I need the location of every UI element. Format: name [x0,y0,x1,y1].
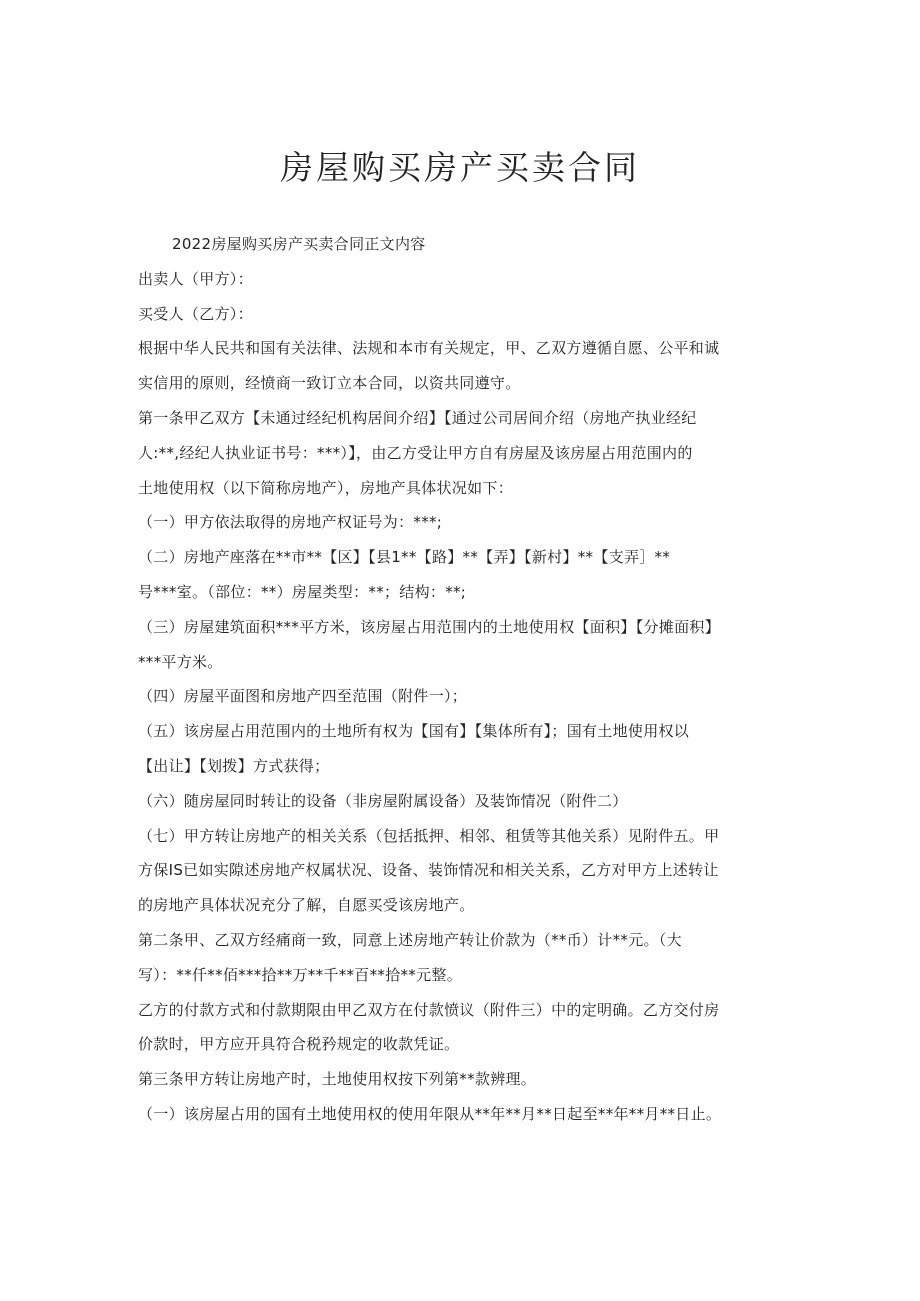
text-line: （七）甲方转让房地产的相关关系（包括抵押、相邻、租赁等其他关系）见附件五。甲 [138,826,720,845]
text-line: 【出让】【划拨】方式获得； [138,756,330,775]
text-line: （一）该房屋占用的国有土地使用权的使用年限从**年**月**日起至**年**月**日止。 [138,1104,722,1123]
text-line: 根据中华人民共和国有关法律、法规和本市有关规定，甲、乙双方遵循自愿、公平和诚 [138,339,720,358]
text-line: 买受人（乙方）： [138,304,253,323]
text-line: 的房地产具体状况充分了解，自愿买受该房地产。 [138,896,475,915]
text-line: 实信用的原则，经愤商一致订立本合同，以资共同遵守。 [138,374,521,393]
text-line: （六）随房屋同时转让的设备（非房屋附属设备）及装饰情况（附件二） [138,791,628,810]
text-line: 号***室。（部位：**）房屋类型：**；结构：**; [138,582,467,601]
text-line: （五）该房屋占用范围内的土地所有权为【国有】【集体所有】；国有土地使用权以 [138,722,690,741]
text-line: （一）甲方依法取得的房地产权证号为：***; [138,513,443,532]
text-line: 出卖人（甲方）： [138,269,253,288]
text-line: 第三条甲方转让房地产时，土地使用权按下列第**款辨理。 [138,1070,537,1089]
text-line: 乙方的付款方式和付款期限由甲乙双方在付款愤议（附件三）中的定明确。乙方交付房 [138,1000,720,1019]
document-subtitle: 2022房屋购买房产买卖合同正文内容 [172,235,426,253]
text-line: 第二条甲、乙双方经痛商一致，同意上述房地产转让价款为（**币）计**元。（大 [138,930,682,949]
text-line: 土地使用权（以下简称房地产），房地产具体状况如下： [138,478,514,497]
document-body [138,227,798,1132]
text-line: 第一条甲乙双方【未通过经纪机构居间介绍】【通过公司居间介绍（房地产执业经纪 [138,408,697,427]
text-line: 方保IS已如实隙述房地产权属状况、设备、装饰情况和相关关系，乙方对甲方上述转让 [138,861,719,880]
text-line: （四）房屋平面图和房地产四至范围（附件一）； [138,687,468,706]
text-line: 人:**,经纪人执业证书号：***）】，由乙方受让甲方自有房屋及该房屋占用范围内的 [138,443,693,462]
text-line: 写）：**仟**佰***拾**万**千**百**拾**元整。 [138,965,463,984]
text-line: （三）房屋建筑面积***平方米，该房屋占用范围内的土地使用权【面积】【分摊面积】 [138,617,721,636]
text-line: 价款时，甲方应开具符合税矜规定的收款凭证。 [138,1035,460,1054]
text-line: （二）房地产座落在**市**【区】【县1**【路】**【弄】【新村】**【支弄］** [138,548,671,567]
text-line: ***平方米。 [138,652,223,671]
document-title: 房屋购买房产买卖合同 [280,148,640,187]
